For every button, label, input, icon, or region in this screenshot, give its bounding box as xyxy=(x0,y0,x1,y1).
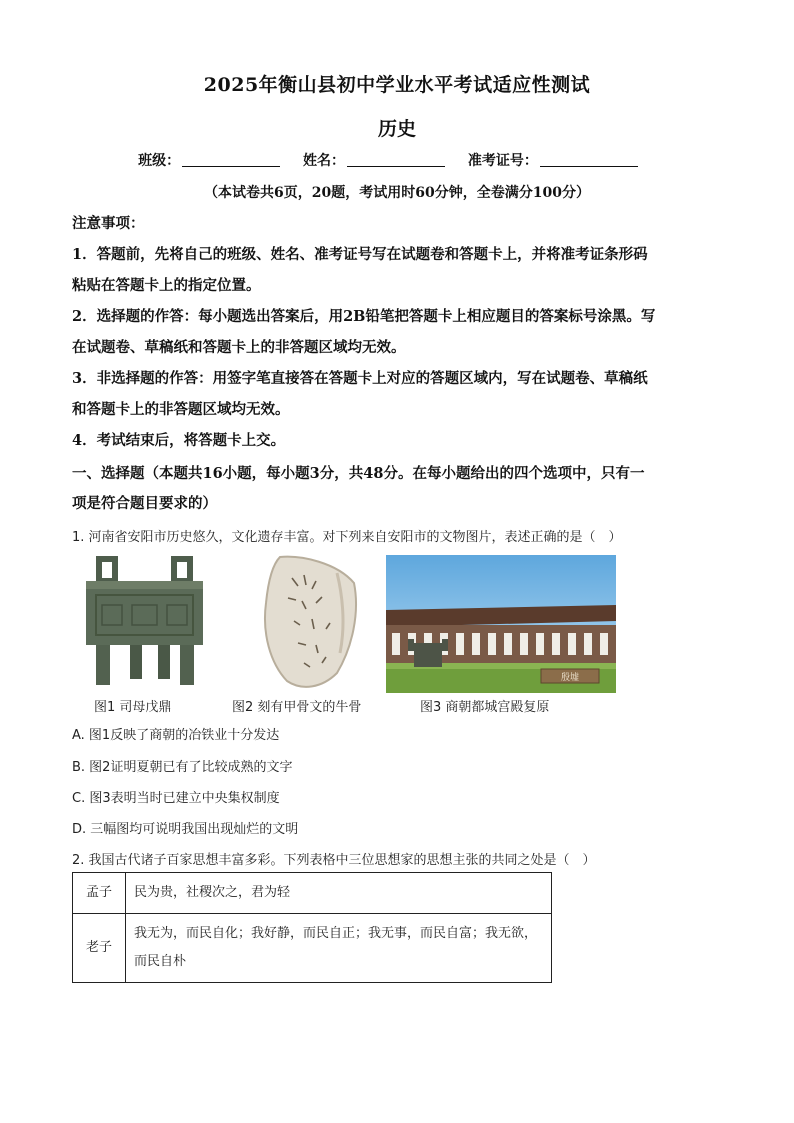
figure-3-palace-image xyxy=(386,555,616,693)
figure-3-caption: 图3 商朝都城宫殿复原 xyxy=(420,700,550,715)
exam-note: （本试卷共6页，20题，考试用时60分钟，全卷满分100分） xyxy=(204,185,590,201)
name-label: 姓名： xyxy=(303,153,345,169)
figure-1-ding-image xyxy=(72,555,217,692)
thinker-name: 老子 xyxy=(73,914,126,983)
option-a: A. 图1反映了商朝的冶铁业十分发达 xyxy=(72,728,280,743)
figure-1-caption: 图1 司母戊鼎 xyxy=(94,700,172,715)
name-blank xyxy=(347,152,445,167)
instruction-line: 3．非选择题的作答：用签字笔直接答在答题卡上对应的答题区域内，写在试题卷、草稿纸 xyxy=(72,370,648,387)
question-2-stem: 2. 我国古代诸子百家思想丰富多彩。下列表格中三位思想家的思想主张的共同之处是（ ） xyxy=(72,853,596,868)
table-row xyxy=(73,914,552,983)
exam-title: 2025年衡山县初中学业水平考试适应性测试 xyxy=(203,74,591,96)
figure-2-caption: 图2 刻有甲骨文的牛骨 xyxy=(232,700,362,715)
instruction-line: 1．答题前，先将自己的班级、姓名、准考证号写在试题卷和答题卡上，并将准考证条形码 xyxy=(72,246,648,263)
instruction-line: 和答题卡上的非答题区域均无效。 xyxy=(72,401,290,418)
section-heading-cont: 项是符合题目要求的） xyxy=(72,495,217,512)
figure-2-oracle-bone-image xyxy=(242,553,367,693)
section-heading: 一、选择题（本题共16小题，每小题3分，共48分。在每小题给出的四个选项中，只有一 xyxy=(72,465,645,482)
thinker-quote: 民为贵，社稷次之，君为轻 xyxy=(126,873,552,914)
table-row xyxy=(73,873,552,914)
option-b: B. 图2证明夏朝已有了比较成熟的文字 xyxy=(72,760,293,775)
instruction-line: 2．选择题的作答：每小题选出答案后，用2B铅笔把答题卡上相应题目的答案标号涂黑。写 xyxy=(72,308,656,325)
id-blank xyxy=(540,152,638,167)
question-1-stem: 1. 河南省安阳市历史悠久，文化遗存丰富。对下列来自安阳市的文物图片，表述正确的是（ ） xyxy=(72,530,622,545)
instruction-line: 在试题卷、草稿纸和答题卡上的非答题区域均无效。 xyxy=(72,339,406,356)
thinker-quote: 我无为，而民自化；我好静，而民自正；我无事，而民自富；我无欲，而民自朴 xyxy=(126,914,552,983)
thinker-name: 孟子 xyxy=(73,873,126,914)
option-d: D. 三幅图均可说明我国出现灿烂的文明 xyxy=(72,822,299,837)
class-blank xyxy=(182,152,280,167)
student-info-fields xyxy=(0,150,794,170)
id-label: 准考证号： xyxy=(467,153,538,169)
thinkers-table xyxy=(72,872,552,983)
palace-sign-text: 殷墟 xyxy=(560,673,580,683)
option-c: C. 图3表明当时已建立中央集权制度 xyxy=(72,791,280,806)
instructions-heading: 注意事项： xyxy=(72,215,145,232)
instruction-line: 粘贴在答题卡上的指定位置。 xyxy=(72,277,261,294)
subject-title: 历史 xyxy=(377,118,416,140)
instruction-line: 4．考试结束后，将答题卡上交。 xyxy=(72,432,286,449)
class-label: 班级： xyxy=(138,153,181,169)
